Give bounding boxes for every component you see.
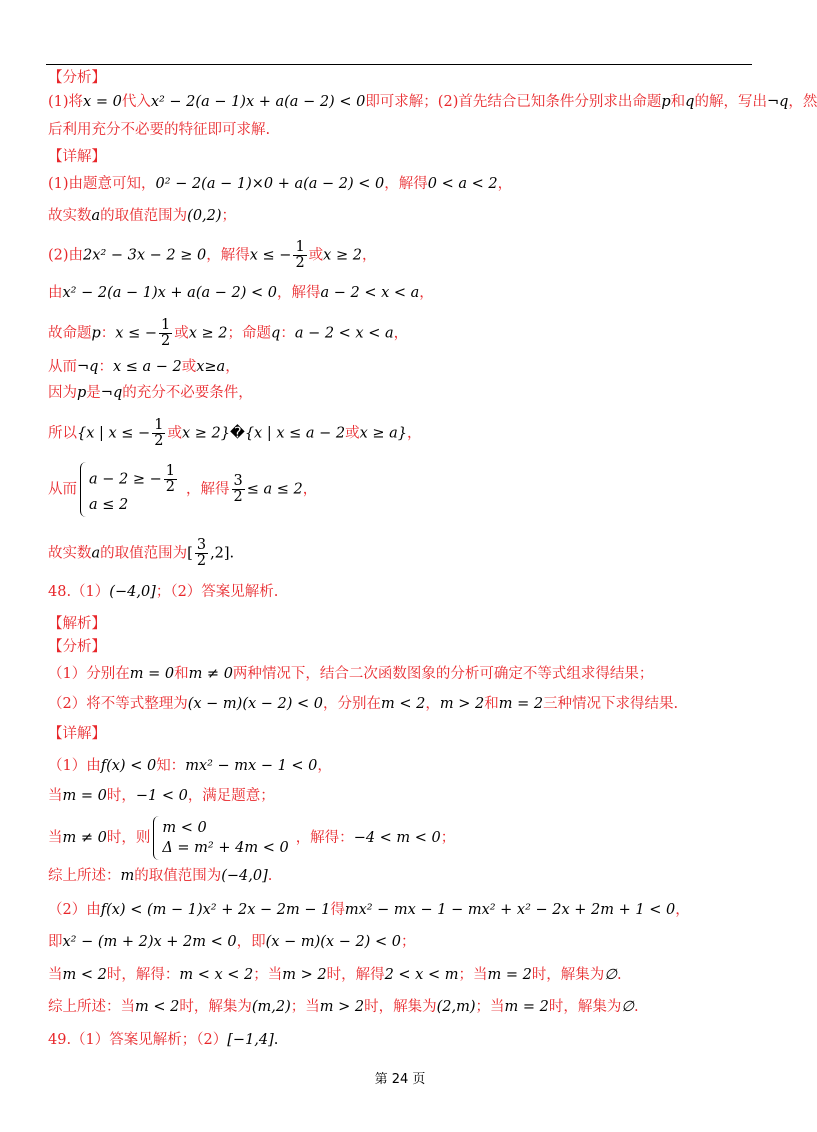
p47-detail-line-1: (1)由题意可知，0² − 2(a − 1)×0 + a(a − 2) < 0，解得0 < a < 2， xyxy=(48,176,513,192)
explain-tag: 【解析】 xyxy=(48,616,106,632)
analysis-tag: 【分析】 xyxy=(48,70,106,86)
p47-analysis-line-1: (1)将x = 0代入x² − 2(a − 1)x + a(a − 2) < 0即可求解；(2)首先结合已知条件分别求出命题p和q的解，写出¬q，然 xyxy=(48,94,817,110)
top-rule xyxy=(46,64,752,65)
p47-detail-line-7: 因为p是¬q的充分不必要条件， xyxy=(48,385,253,401)
p47-detail-line-6: 从而¬q：x ≤ a − 2或x≥a， xyxy=(48,359,240,375)
p48-heading: 48.（1）(−4,0]；（2）答案见解析. xyxy=(48,584,279,600)
inequality-system: a − 2 ≥ − $\frac{1}{2}$ a ≤ 2 xyxy=(80,462,183,517)
p47-detail-line-3: (2)由2x² − 3x − 2 ≥ 0，解得x ≤ − $\frac{1}{2}$ 或x ≥ 2， xyxy=(48,239,377,271)
p47-detail-line-9: 从而 a − 2 ≥ − $\frac{1}{2}$ a ≤ 2 ，解得 $\frac{3}{2}$ ≤ a ≤ 2， xyxy=(48,462,317,517)
p48-detail-line-2: 当m = 0时，−1 < 0，满足题意； xyxy=(48,788,275,804)
detail-tag-48: 【详解】 xyxy=(48,726,106,742)
p48-detail-line-7: 当m < 2时，解得：m < x < 2；当m > 2时，解得2 < x < m；当m = 2时，解集为∅. xyxy=(48,967,622,983)
p48-analysis-line-2: （2）将不等式整理为(x − m)(x − 2) < 0，分别在m < 2，m > 2和m = 2三种情况下求得结果. xyxy=(48,696,679,712)
page-number: 第 24 页 xyxy=(374,1072,426,1087)
detail-tag: 【详解】 xyxy=(48,149,106,165)
p47-detail-line-5: 故命题p：x ≤ − $\frac{1}{2}$ 或x ≥ 2；命题q：a − 2 < x < a， xyxy=(48,317,409,349)
p47-detail-line-8: 所以{x | x ≤ − $\frac{1}{2}$ 或x ≥ 2}�{x | x ≤ a − 2或x ≥ a}， xyxy=(48,417,422,449)
p48-analysis-line-1: （1）分别在m = 0和m ≠ 0两种情况下，结合二次函数图象的分析可确定不等式组求得结果； xyxy=(48,666,654,682)
analysis-tag-48: 【分析】 xyxy=(48,639,106,655)
p48-detail-line-6: 即x² − (m + 2)x + 2m < 0，即(x − m)(x − 2) < 0； xyxy=(48,934,416,950)
p48-detail-line-3: 当m ≠ 0时，则 m < 0 Δ = m² + 4m < 0 ，解得：−4 < m < 0； xyxy=(48,816,455,860)
p48-detail-line-4: 综上所述：m的取值范围为(−4,0]. xyxy=(48,868,273,884)
p47-detail-line-4: 由x² − 2(a − 1)x + a(a − 2) < 0，解得a − 2 < x < a， xyxy=(48,285,434,301)
condition-system: m < 0 Δ = m² + 4m < 0 xyxy=(153,816,292,860)
p47-analysis-line-2: 后利用充分不必要的特征即可求解. xyxy=(48,122,271,138)
p48-detail-line-8: 综上所述：当m < 2时，解集为(m,2)；当m > 2时，解集为(2,m)；当m = 2时，解集为∅. xyxy=(48,999,639,1015)
p47-detail-line-10: 故实数a的取值范围为[ $\frac{3}{2}$ ,2]. xyxy=(48,537,235,569)
p49-heading: 49.（1）答案见解析；（2）[−1,4]. xyxy=(48,1032,279,1048)
p48-detail-line-1: （1）由f(x) < 0知：mx² − mx − 1 < 0， xyxy=(48,758,332,774)
p47-detail-line-2: 故实数a的取值范围为(0,2)； xyxy=(48,208,237,224)
p48-detail-line-5: （2）由f(x) < (m − 1)x² + 2x − 2m − 1得mx² − mx − 1 − mx² + x² − 2x + 2m + 1 < 0， xyxy=(48,902,690,918)
